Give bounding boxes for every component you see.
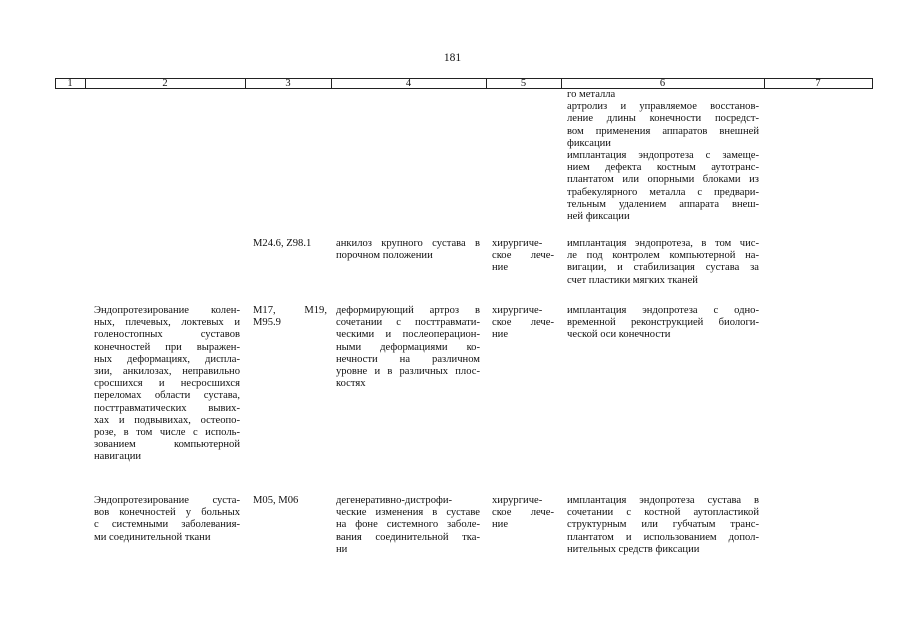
text-line: зии, анкилозах, неправильно — [94, 366, 240, 378]
text-line: M05, M06 — [253, 495, 299, 506]
text-line: ческой оси конечности — [567, 329, 671, 341]
text-line: сочетании с посттравмати- — [336, 317, 480, 329]
text-line: розе, в том числе с исполь- — [94, 427, 240, 439]
treatment-type — [492, 238, 554, 275]
text-line: тельным удалением аппарата внеш- — [567, 198, 759, 210]
text-line: порочном положении — [336, 250, 433, 262]
text-line: сочетании с костной аутопластикой — [567, 507, 759, 519]
text-line: ское лече- — [492, 317, 554, 329]
column-number-1: 1 — [67, 78, 73, 89]
text-line: го металла — [567, 89, 616, 100]
procedure-name — [94, 495, 240, 544]
text-line: нием дефекта костным аутотранс- — [567, 162, 759, 174]
text-line: имплантация эндопротеза с замеще- — [567, 150, 759, 162]
text-line: анкилоз крупного сустава в — [336, 238, 480, 249]
text-line: ных деформациях, диспла- — [94, 353, 240, 365]
text-line: плантатом или опорными блоками из — [567, 174, 759, 186]
column-number-4: 4 — [405, 78, 412, 89]
text-line: ние — [492, 262, 509, 274]
diagnosis-codes — [253, 238, 327, 250]
column-number-2: 2 — [162, 78, 168, 89]
text-line: ле под контролем компьютерной на- — [567, 250, 759, 262]
text-line: M17, M19, — [253, 305, 327, 316]
procedure-name — [94, 305, 240, 464]
column-number-7: 7 — [815, 78, 821, 89]
treatment-type — [492, 305, 554, 342]
text-line: имплантация эндопротеза с одно- — [567, 305, 759, 316]
text-line: имплантация эндопротеза сустава в — [567, 495, 759, 506]
text-line: хах и подвывихах, остеопо- — [94, 414, 240, 426]
text-line: вания соединительной тка- — [336, 531, 480, 543]
text-line: вом применения аппаратов внешней — [567, 125, 759, 137]
text-line: трабекулярного металла с предвари- — [567, 186, 759, 198]
text-line: имплантация эндопротеза, в том чис- — [567, 238, 759, 249]
treatment-method — [567, 495, 759, 556]
text-line: сросшихся и несросшихся — [94, 378, 240, 390]
text-line: с системными заболевания- — [94, 519, 240, 531]
text-line: голеностопных суставов — [94, 329, 240, 341]
text-line: ней фиксации — [567, 211, 630, 223]
text-line: дегенеративно-дистрофи- — [336, 495, 453, 506]
text-line: костях — [336, 378, 366, 390]
text-line: ческими и послеоперацион- — [336, 329, 480, 341]
diagnosis-codes — [253, 305, 327, 329]
text-line: вигации, и стабилизация сустава за — [567, 262, 759, 274]
patient-model — [336, 238, 480, 262]
text-line: ни — [336, 543, 348, 555]
text-line: временной реконструкцией биологи- — [567, 317, 759, 329]
text-line: ными деформациями ко- — [336, 341, 480, 353]
treatment-method — [567, 238, 759, 287]
text-line: ние — [492, 519, 509, 531]
text-line: хирургиче- — [492, 495, 543, 506]
text-line: на фоне системного заболе- — [336, 519, 480, 531]
column-divider — [872, 78, 873, 88]
text-line: ское лече- — [492, 250, 554, 262]
text-line: уровне и в различных плос- — [336, 366, 480, 378]
text-line: ское лече- — [492, 507, 554, 519]
text-line: нечности на различном — [336, 353, 480, 365]
text-line: ческие изменения в суставе — [336, 507, 480, 519]
column-number-6: 6 — [659, 78, 666, 89]
text-line: конечностей при выражен- — [94, 341, 240, 353]
method-continuation — [567, 89, 759, 223]
patient-model — [336, 305, 480, 390]
text-line: M95.9 — [253, 317, 281, 329]
text-line: хирургиче- — [492, 305, 543, 316]
text-line: счет пластики мягких тканей — [567, 274, 698, 286]
page-number: 181 — [443, 52, 462, 64]
diagnosis-codes — [253, 495, 327, 507]
text-line: фиксации — [567, 137, 611, 149]
column-number-5: 5 — [520, 78, 527, 89]
text-line: зованием компьютерной — [94, 439, 240, 451]
text-line: плантатом и использованием допол- — [567, 531, 759, 543]
patient-model — [336, 495, 480, 556]
text-line: Эндопротезирование суста- — [94, 495, 240, 506]
text-line: Эндопротезирование колен- — [94, 305, 240, 316]
text-line: деформирующий артроз в — [336, 305, 480, 316]
text-line: M24.6, Z98.1 — [253, 238, 312, 249]
treatment-method — [567, 305, 759, 342]
text-line: навигации — [94, 451, 142, 463]
text-line: ных, плечевых, локтевых и — [94, 317, 240, 329]
text-line: посттравматических вывих- — [94, 402, 240, 414]
text-line: артролиз и управляемое восстанов- — [567, 101, 759, 113]
treatment-type — [492, 495, 554, 532]
text-line: переломах области сустава, — [94, 390, 240, 402]
text-line: ление длины конечности посредст- — [567, 113, 759, 125]
text-line: хирургиче- — [492, 238, 543, 249]
text-line: ми соединительной ткани — [94, 531, 211, 543]
text-line: нительных средств фиксации — [567, 543, 700, 555]
text-line: ние — [492, 329, 509, 341]
text-line: структурным или губчатым транс- — [567, 519, 759, 531]
text-line: вов конечностей у больных — [94, 507, 240, 519]
column-number-3: 3 — [285, 78, 291, 89]
